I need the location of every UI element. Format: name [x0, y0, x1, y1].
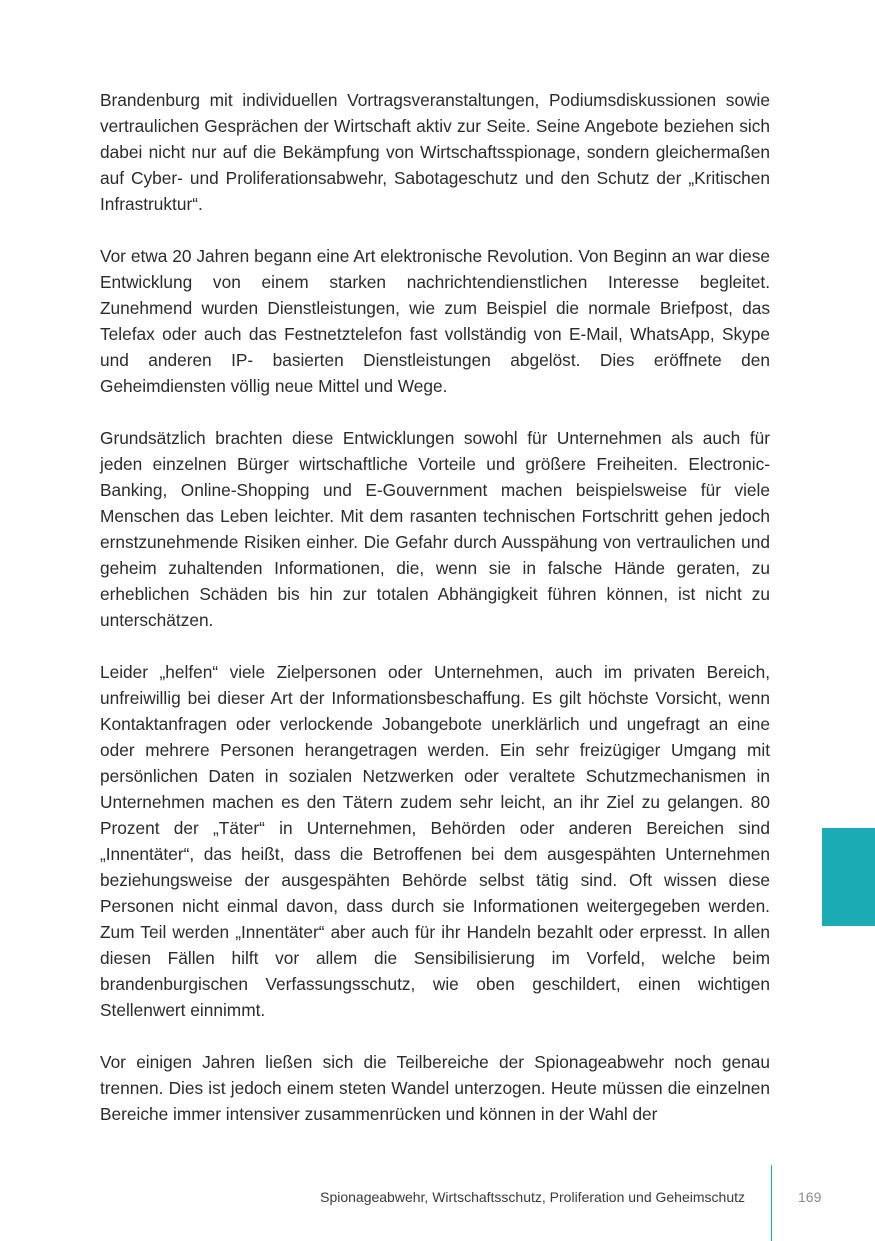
running-footer-title: Spionageabwehr, Wirtschaftsschutz, Proliferation und Geheimschutz	[320, 1189, 745, 1205]
paragraph-1: Brandenburg mit individuellen Vortragsveranstaltungen, Podiumsdiskussionen sowie vertraulichen Gesprächen der Wirtschaft aktiv zur Seite. Seine Angebote beziehen sich dabei nicht nur auf die Bekämpfung von Wirtschaftsspionage, sondern gleichermaßen auf Cyber- und Proliferationsabwehr, Sabotageschutz und den Schutz der „Kritischen Infrastruktur“.	[100, 90, 770, 214]
paragraph-5: Vor einigen Jahren ließen sich die Teilbereiche der Spionageabwehr noch genau trennen. Dies ist jedoch einem steten Wandel unterzogen. Heute müssen die einzelnen Bereiche immer intensiver zusammenrücken und können in der Wahl der	[100, 1052, 770, 1124]
paragraph-4: Leider „helfen“ viele Zielpersonen oder Unternehmen, auch im privaten Bereich, unfreiwillig bei dieser Art der Informationsbeschaffung. Es gilt höchste Vorsicht, wenn Kontaktanfragen oder verlockende Jobangebote unerklärlich und ungefragt an eine oder mehrere Personen herangetragen werden. Ein sehr freizügiger Umgang mit persönlichen Daten in sozialen Netzwerken oder veraltete Schutzmechanismen in Unternehmen machen es den Tätern zudem sehr leicht, an ihr Ziel zu gelangen. 80 Prozent der „Täter“ in Unternehmen, Behörden oder anderen Bereichen sind „Innentäter“, das heißt, dass die Betroffenen bei dem ausgespähten Unternehmen beziehungsweise der ausgespähten Behörde selbst tätig sind. Oft wissen diese Personen nicht einmal davon, dass durch sie Informationen weitergegeben werden. Zum Teil werden „Innentäter“ aber auch für ihr Handeln bezahlt oder erpresst. In allen diesen Fällen hilft vor allem die Sensibilisierung im Vorfeld, welche beim brandenburgischen Verfassungsschutz, wie oben geschildert, einen wichtigen Stellenwert einnimmt.	[100, 662, 770, 1020]
paragraph-3: Grundsätzlich brachten diese Entwicklungen sowohl für Unternehmen als auch für jeden einzelnen Bürger wirtschaftliche Vorteile und größere Freiheiten. Electronic-Banking, Online-Shopping und E-Gouvernment machen beispielsweise für viele Menschen das Leben leichter. Mit dem rasanten technischen Fortschritt gehen jedoch ernstzunehmende Risiken einher. Die Gefahr durch Ausspähung von vertraulichen und geheim zuhaltenden Informationen, die, wenn sie in falsche Hände geraten, zu erheblichen Schäden bis hin zur totalen Abhängigkeit führen können, ist nicht zu unterschätzen.	[100, 428, 770, 630]
page-body	[100, 87, 770, 1153]
chapter-tab-marker	[822, 828, 875, 926]
paragraph-2: Vor etwa 20 Jahren begann eine Art elektronische Revolution. Von Beginn an war diese Entwicklung von einem starken nachrichtendienstlichen Interesse begleitet. Zunehmend wurden Dienstleistungen, wie zum Beispiel die normale Briefpost, das Telefax oder auch das Festnetztelefon fast vollständig von E-Mail, WhatsApp, Skype und anderen IP- basierten Dienstleistungen abgelöst. Dies eröffnete den Geheimdiensten völlig neue Mittel und Wege.	[100, 246, 770, 396]
page-number: 169	[798, 1189, 822, 1205]
footer-divider	[771, 1165, 772, 1241]
